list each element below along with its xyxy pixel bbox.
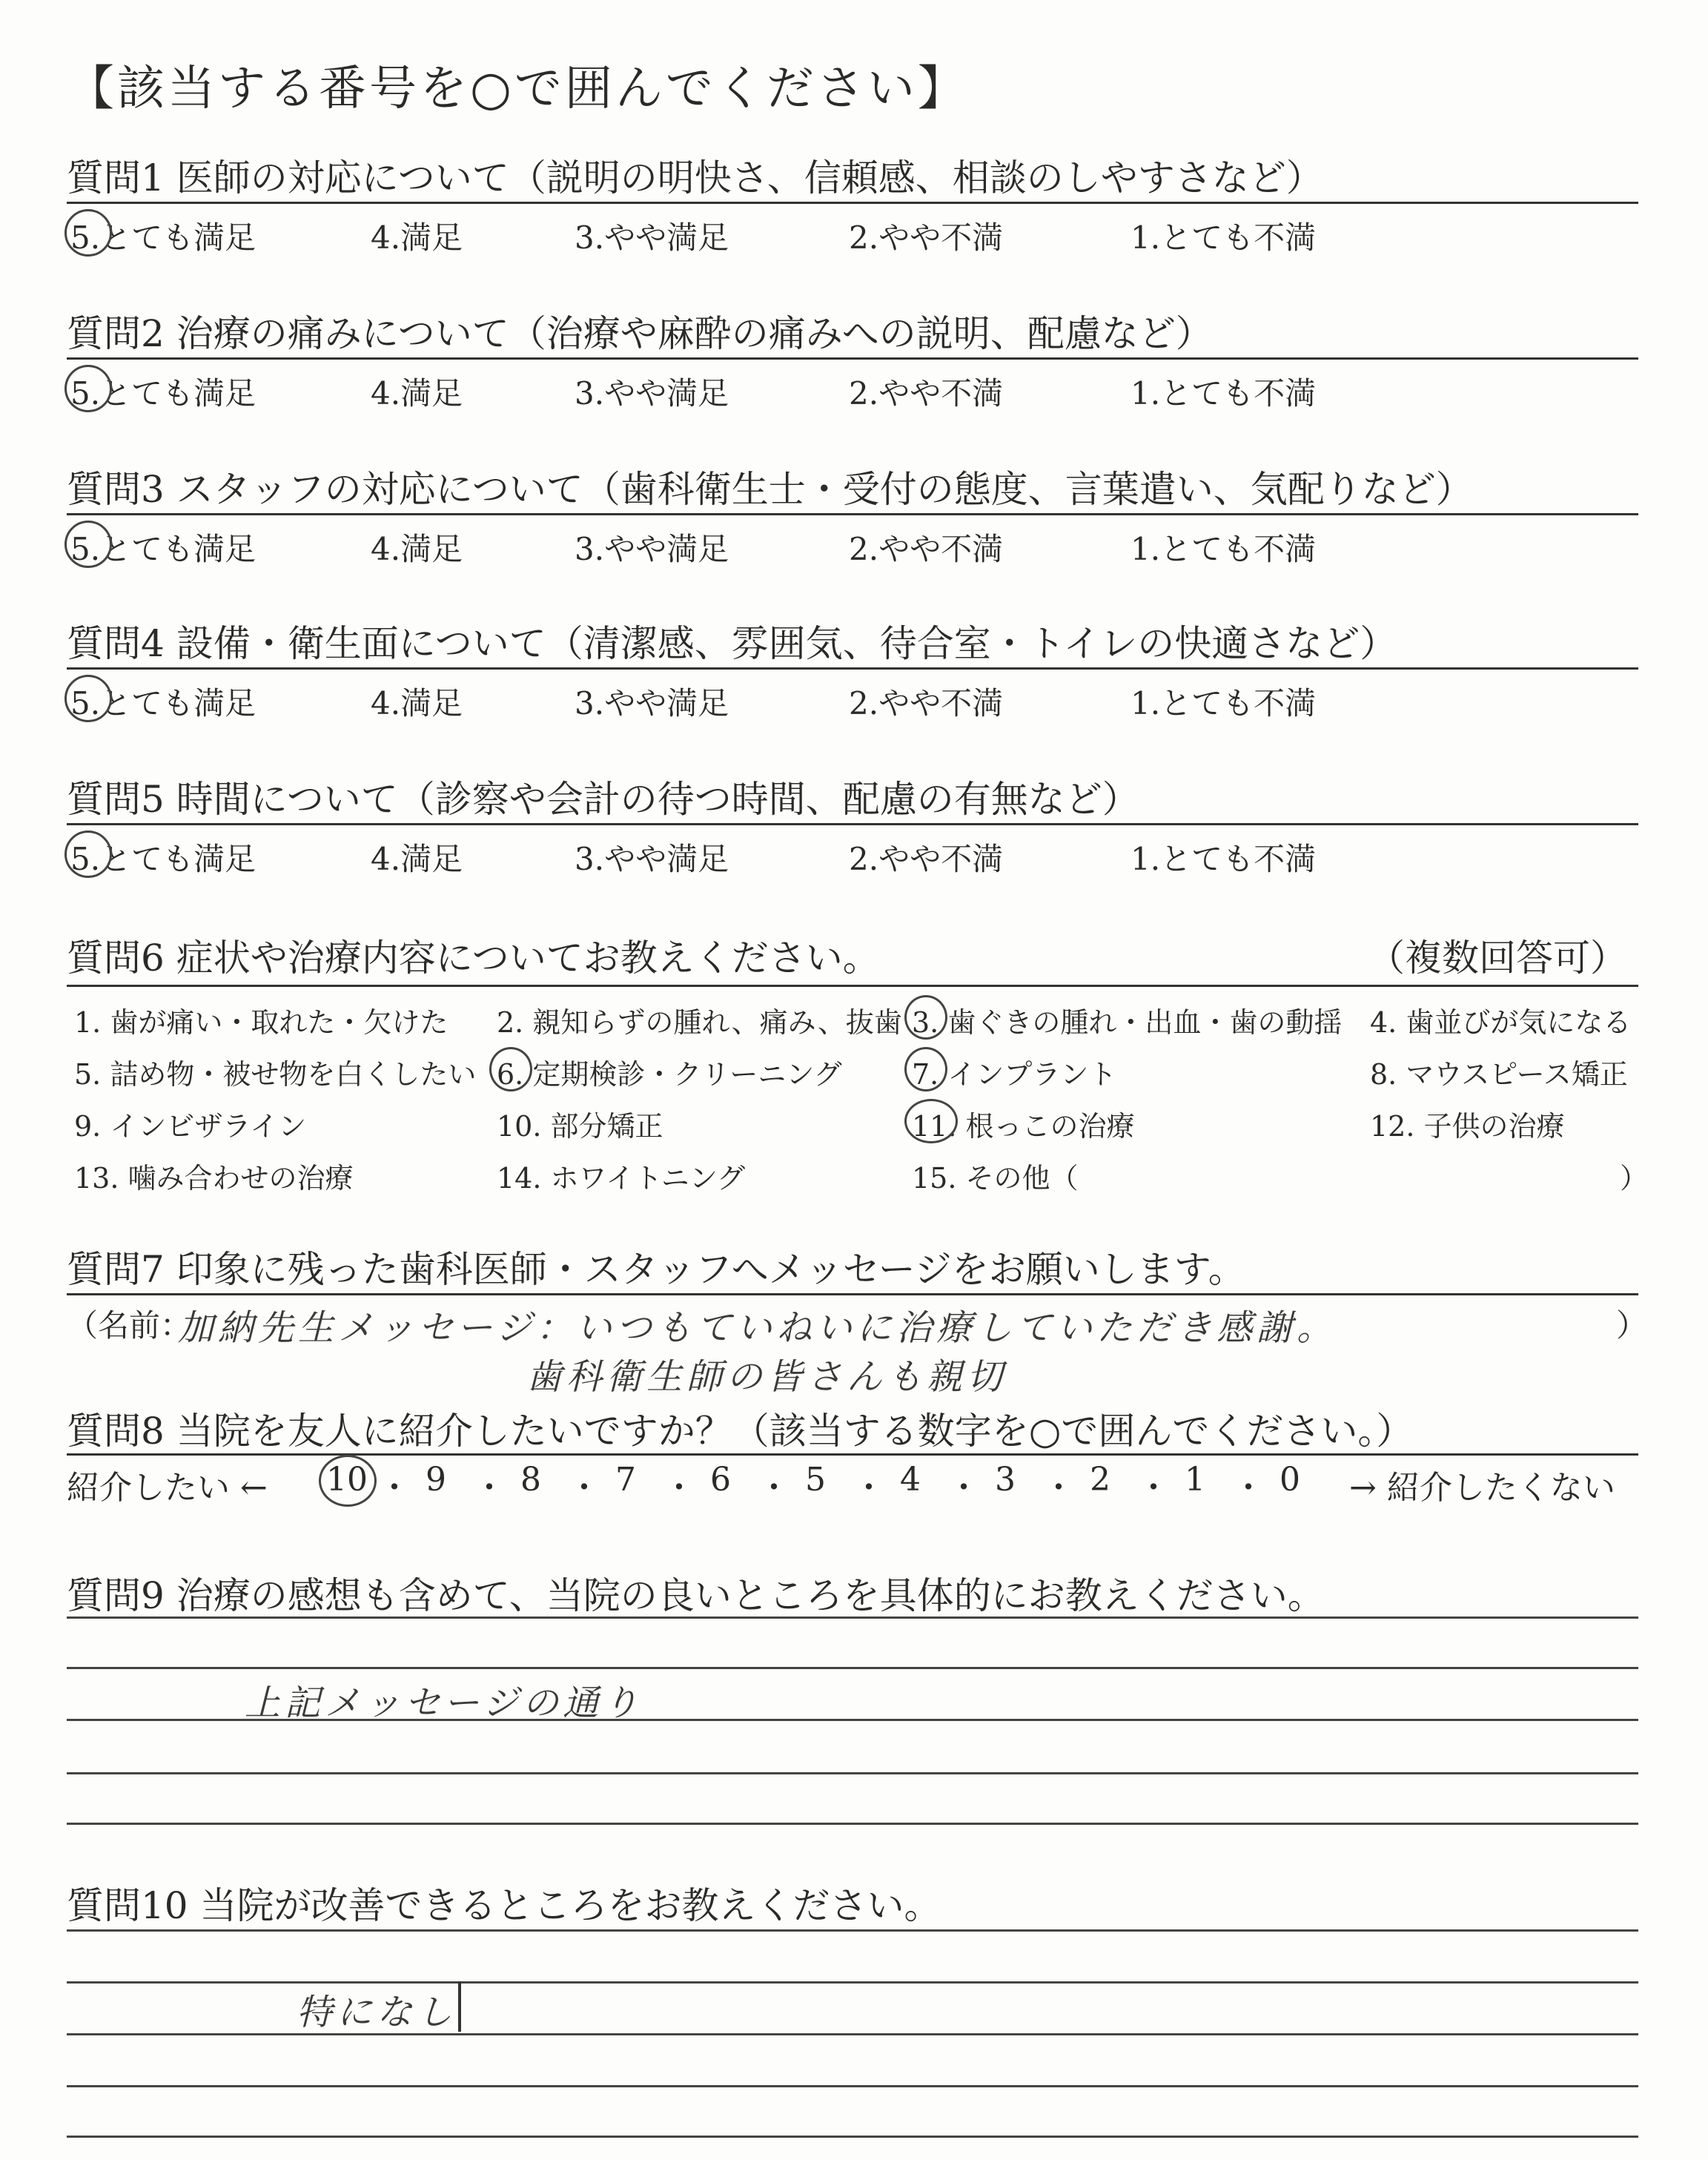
page-title: 【該当する番号を○で囲んでください】 <box>67 62 968 116</box>
q10-answer[interactable]: 特になし <box>297 1992 457 2033</box>
q1-option-1[interactable]: 1.とても不満 <box>1131 219 1317 256</box>
q8-title: 質問8 当院を友人に紹介したいですか？（該当する数字を○で囲んでください。） <box>67 1410 1414 1453</box>
q6-title: 質問6 症状や治療内容についてお教えください。 <box>67 937 880 980</box>
q5-option-2[interactable]: 2.やや不満 <box>849 841 1004 877</box>
q6-selected-circle-6 <box>489 1047 532 1091</box>
q3-option-5[interactable]: 5.とても満足 <box>70 531 256 567</box>
q2-selected-circle <box>64 365 112 412</box>
q6-other-close: ） <box>1620 1162 1649 1195</box>
q2-option-4[interactable]: 4.満足 <box>371 375 463 412</box>
q10-answer-stroke <box>458 1981 461 2032</box>
q1-selected-circle <box>64 209 112 257</box>
q1-title: 質問1 医師の対応について（説明の明快さ、信頼感、相談のしやすさなど） <box>67 156 1323 199</box>
q8-scale-value-7[interactable]: 7 <box>615 1461 636 1499</box>
q6-item-12[interactable]: 12. 子供の治療 <box>1370 1110 1565 1143</box>
q4-rule <box>67 667 1638 670</box>
q6-item-11[interactable]: 11. 根っこの治療 <box>912 1110 1135 1143</box>
q6-item-14[interactable]: 14. ホワイトニング <box>497 1162 746 1195</box>
q1-rule <box>67 202 1638 204</box>
q5-selected-circle <box>64 830 112 878</box>
q6-selected-circle-3 <box>904 995 947 1040</box>
q8-scale-separator: ・ <box>1232 1469 1265 1507</box>
q8-scale-value-10[interactable]: 10 <box>326 1461 368 1499</box>
q2-option-1[interactable]: 1.とても不満 <box>1131 375 1317 412</box>
q8-scale-value-5[interactable]: 5 <box>805 1461 826 1499</box>
q8-scale-value-3[interactable]: 3 <box>995 1461 1016 1499</box>
q5-option-4[interactable]: 4.満足 <box>371 841 463 877</box>
q8-scale-value-8[interactable]: 8 <box>520 1461 541 1499</box>
q5-rule <box>67 823 1638 825</box>
q8-scale-value-1[interactable]: 1 <box>1185 1461 1205 1499</box>
q4-option-4[interactable]: 4.満足 <box>371 685 463 721</box>
q2-option-3[interactable]: 3.やや満足 <box>575 375 729 412</box>
q9-line <box>67 1772 1638 1774</box>
q8-scale-separator: ・ <box>758 1469 790 1507</box>
q8-scale-separator: ・ <box>853 1469 885 1507</box>
q7-answer-line2[interactable]: 歯科衛生師の皆さんも親切 <box>526 1356 1007 1398</box>
q3-option-1[interactable]: 1.とても不満 <box>1131 531 1317 567</box>
q1-option-3[interactable]: 3.やや満足 <box>575 219 729 256</box>
q4-option-2[interactable]: 2.やや不満 <box>849 685 1004 721</box>
q6-item-15[interactable]: 15. その他（ <box>912 1162 1079 1195</box>
q6-item-9[interactable]: 9. インビザライン <box>74 1110 307 1143</box>
q6-item-4[interactable]: 4. 歯並びが気になる <box>1370 1006 1632 1039</box>
q8-scale-value-9[interactable]: 9 <box>426 1461 446 1499</box>
q9-answer[interactable]: 上記メッセージの通り <box>245 1682 643 1724</box>
q7-rule <box>67 1293 1638 1295</box>
q5-option-3[interactable]: 3.やや満足 <box>575 841 729 877</box>
q8-scale-separator: ・ <box>568 1469 600 1507</box>
q8-scale-value-4[interactable]: 4 <box>900 1461 921 1499</box>
q6-item-7[interactable]: 7. インプラント <box>912 1058 1117 1091</box>
q3-option-2[interactable]: 2.やや不満 <box>849 531 1004 567</box>
q9-line <box>67 1667 1638 1669</box>
q8-scale-separator: ・ <box>947 1469 980 1507</box>
q8-scale-separator: ・ <box>378 1469 411 1507</box>
q5-option-5[interactable]: 5.とても満足 <box>70 841 256 877</box>
q3-option-3[interactable]: 3.やや満足 <box>575 531 729 567</box>
q10-line <box>67 2136 1638 2138</box>
q4-option-3[interactable]: 3.やや満足 <box>575 685 729 721</box>
q4-option-5[interactable]: 5.とても満足 <box>70 685 256 721</box>
q6-note: （複数回答可） <box>1368 937 1627 980</box>
q7-title: 質問7 印象に残った歯科医師・スタッフへメッセージをお願いします。 <box>67 1248 1245 1291</box>
q7-suffix: ） <box>1616 1307 1648 1344</box>
q8-left-label: 紹介したい ← <box>67 1469 268 1507</box>
q9-line <box>67 1823 1638 1825</box>
q8-scale-value-0[interactable]: 0 <box>1280 1461 1300 1499</box>
q3-rule <box>67 513 1638 515</box>
q6-item-10[interactable]: 10. 部分矯正 <box>497 1110 663 1143</box>
q6-item-2[interactable]: 2. 親知らずの腫れ、痛み、抜歯 <box>497 1006 902 1039</box>
q9-title: 質問9 治療の感想も含めて、当院の良いところを具体的にお教えください。 <box>67 1574 1325 1617</box>
q7-answer-line1[interactable]: 加納先生メッセージ：いつもていねいに治療していただき感謝。 <box>178 1307 1337 1349</box>
q8-right-label: → 紹介したくない <box>1349 1469 1615 1507</box>
q4-title: 質問4 設備・衛生面について（清潔感、雰囲気、待合室・トイレの快適さなど） <box>67 622 1397 665</box>
q6-selected-circle-7 <box>904 1047 947 1091</box>
q3-option-4[interactable]: 4.満足 <box>371 531 463 567</box>
q2-option-5[interactable]: 5.とても満足 <box>70 375 256 412</box>
q8-scale-separator: ・ <box>1042 1469 1075 1507</box>
q5-title: 質問5 時間について（診察や会計の待つ時間、配慮の有無など） <box>67 778 1139 821</box>
q8-scale-value-6[interactable]: 6 <box>710 1461 731 1499</box>
q6-item-6[interactable]: 6. 定期検診・クリーニング <box>497 1058 842 1091</box>
q6-selected-circle-11 <box>904 1099 958 1143</box>
q3-title: 質問3 スタッフの対応について（歯科衛生士・受付の態度、言葉遣い、気配りなど） <box>67 468 1473 511</box>
q2-rule <box>67 357 1638 360</box>
q1-option-2[interactable]: 2.やや不満 <box>849 219 1004 256</box>
q2-option-2[interactable]: 2.やや不満 <box>849 375 1004 412</box>
q8-scale-value-2[interactable]: 2 <box>1090 1461 1110 1499</box>
q8-selected-circle <box>319 1455 377 1507</box>
q1-option-5[interactable]: 5.とても満足 <box>70 219 256 256</box>
q4-selected-circle <box>64 675 112 722</box>
q8-rule <box>67 1453 1638 1456</box>
q6-item-1[interactable]: 1. 歯が痛い・取れた・欠けた <box>74 1006 448 1039</box>
q8-scale-separator: ・ <box>1137 1469 1170 1507</box>
q6-item-13[interactable]: 13. 噛み合わせの治療 <box>74 1162 354 1195</box>
q4-option-1[interactable]: 1.とても不満 <box>1131 685 1317 721</box>
q9-line <box>67 1616 1638 1619</box>
q1-option-4[interactable]: 4.満足 <box>371 219 463 256</box>
q5-option-1[interactable]: 1.とても不満 <box>1131 841 1317 877</box>
q3-selected-circle <box>64 521 112 568</box>
q10-title: 質問10 当院が改善できるところをお教えください。 <box>67 1884 941 1927</box>
q10-line <box>67 2085 1638 2087</box>
q6-item-8[interactable]: 8. マウスピース矯正 <box>1370 1058 1628 1091</box>
q2-title: 質問2 治療の痛みについて（治療や麻酔の痛みへの説明、配慮など） <box>67 312 1213 355</box>
q10-line <box>67 1929 1638 1932</box>
q6-rule <box>67 985 1638 987</box>
q8-scale-separator: ・ <box>473 1469 506 1507</box>
q6-item-5[interactable]: 5. 詰め物・被せ物を白くしたい <box>74 1058 477 1091</box>
q7-prefix: （名前： <box>67 1307 192 1344</box>
q6-item-3[interactable]: 3. 歯ぐきの腫れ・出血・歯の動揺 <box>912 1006 1343 1039</box>
q8-scale-separator: ・ <box>663 1469 695 1507</box>
